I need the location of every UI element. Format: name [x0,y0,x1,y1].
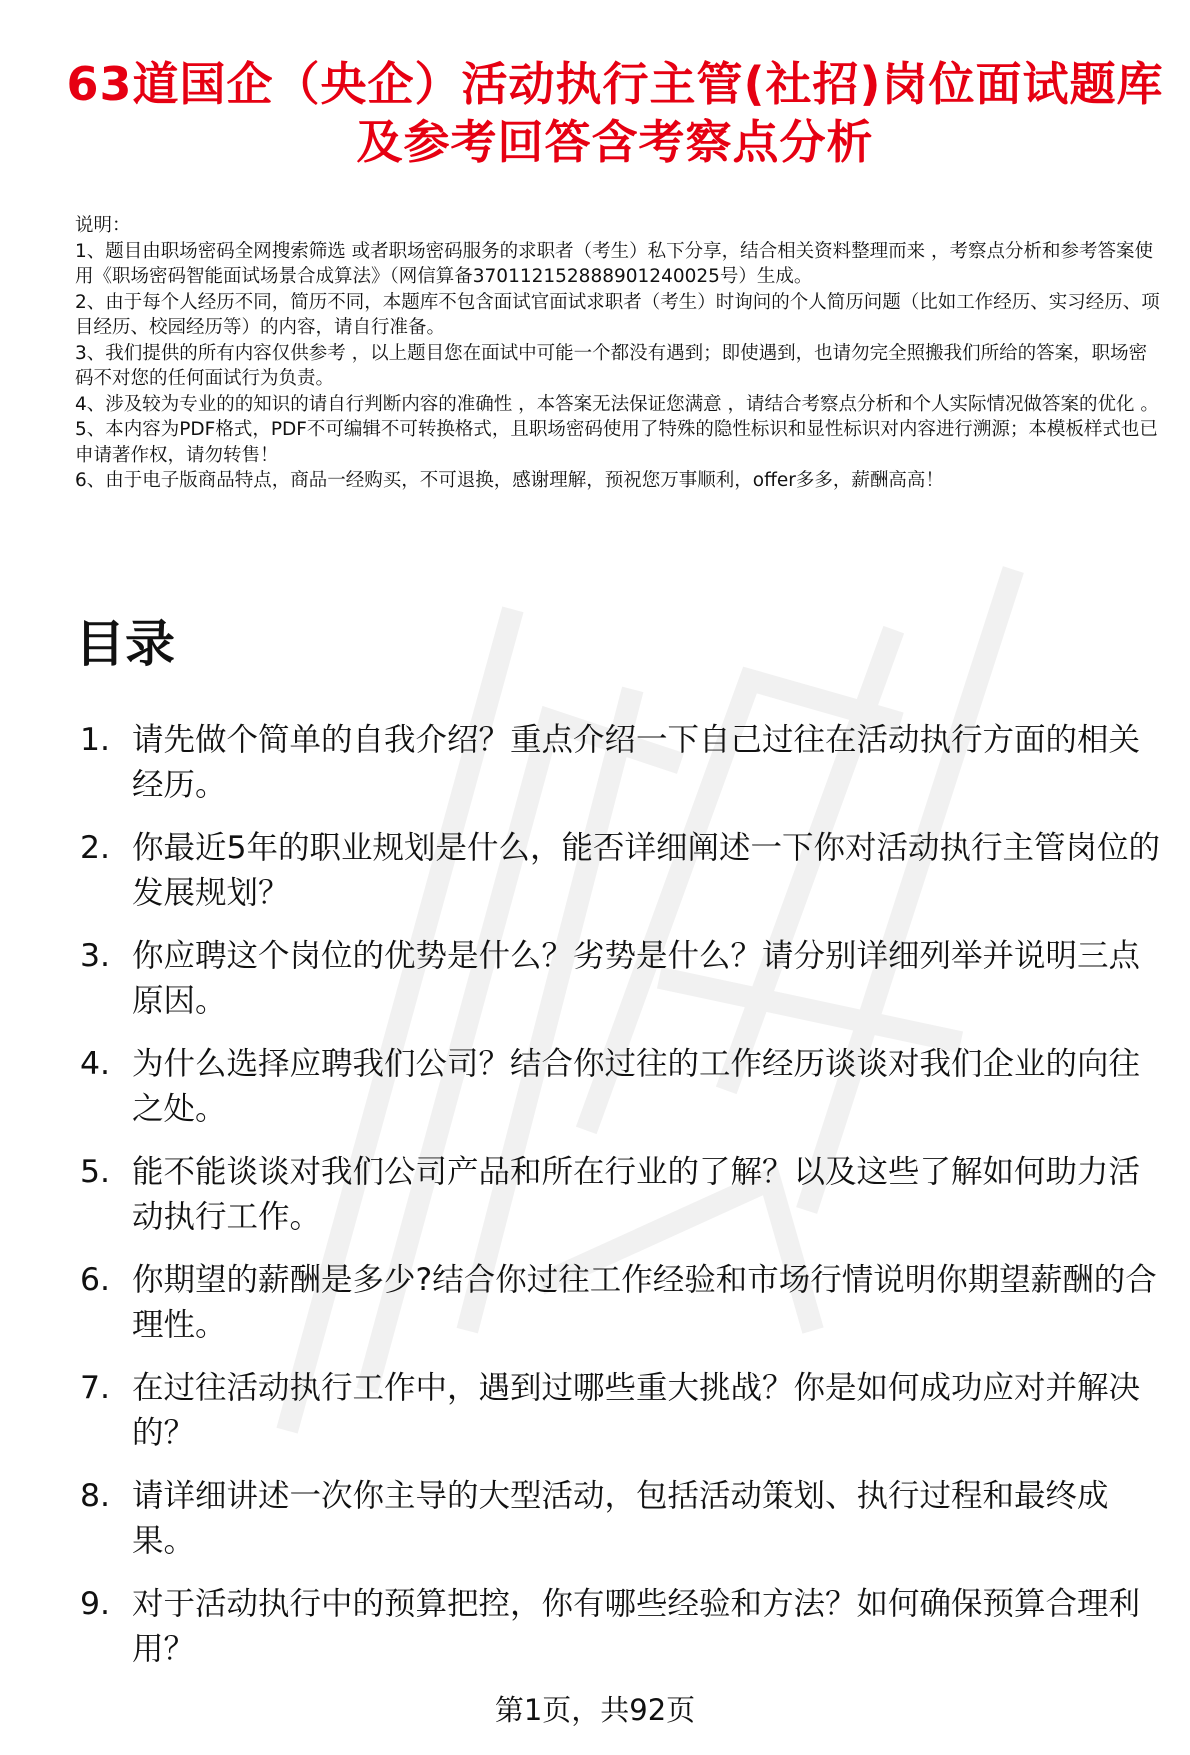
toc-item-text: 你期望的薪酬是多少?结合你过往工作经验和市场行情说明你期望薪酬的合理性。 [132,1262,1157,1343]
toc-item[interactable] [75,718,1170,808]
toc-item-text: 你最近5年的职业规划是什么，能否详细阐述一下你对活动执行主管岗位的发展规划？ [132,830,1161,911]
toc-item-text: 对于活动执行中的预算把控，你有哪些经验和方法？如何确保预算合理利用？ [132,1586,1141,1667]
toc-item-number: 4. [80,1046,111,1082]
toc-item-number: 6. [80,1262,111,1298]
toc-item[interactable] [75,934,1170,1024]
note-item: 1、题目由职场密码全网搜索筛选 或者职场密码服务的求职者（考生）私下分享，结合相关资料整理而来 ，考察点分析和参考答案使用《职场密码智能面试场景合成算法》（网信算备370112152888901240025号）生成。 [75,240,1154,287]
document-title: 63道国企（央企）活动执行主管(社招)岗位面试题库及参考回答含考察点分析 [66,57,1164,169]
toc-item-text: 为什么选择应聘我们公司？结合你过往的工作经历谈谈对我们企业的向往之处。 [132,1046,1141,1127]
toc-heading: 目录 [75,615,175,673]
toc-item[interactable] [75,826,1170,916]
toc-item-text: 请详细讲述一次你主导的大型活动，包括活动策划、执行过程和最终成果。 [132,1478,1109,1559]
toc-item[interactable] [75,1474,1170,1564]
toc-item-number: 8. [80,1478,111,1514]
toc-item-number: 5. [80,1154,111,1190]
toc-item[interactable] [75,1258,1170,1348]
notes-section [75,213,1165,494]
toc-item-number: 9. [80,1586,111,1622]
toc-item[interactable] [75,1366,1170,1456]
toc-item-number: 1. [80,722,111,758]
note-item: 4、涉及较为专业的的知识的请自行判断内容的准确性 ，本答案无法保证您满意 ，请结合考察点分析和个人实际情况做答案的优化 。 [75,393,1159,415]
toc-item-text: 在过往活动执行工作中，遇到过哪些重大挑战？你是如何成功应对并解决的？ [132,1370,1141,1451]
toc-item[interactable] [75,1582,1170,1672]
toc-item-number: 2. [80,830,111,866]
note-item: 6、由于电子版商品特点，商品一经购买，不可退换，感谢理解，预祝您万事顺利，offer多多，薪酬高高！ [75,470,944,491]
note-item: 3、我们提供的所有内容仅供参考 ，以上题目您在面试中可能一个都没有遇到；即使遇到，也请勿完全照搬我们所给的答案，职场密码不对您的任何面试行为负责。 [75,342,1148,389]
toc-item-number: 3. [80,938,111,974]
toc-list [75,718,1170,1690]
toc-item[interactable] [75,1150,1170,1240]
toc-item-text: 你应聘这个岗位的优势是什么？劣势是什么？请分别详细列举并说明三点原因。 [132,938,1141,1019]
note-item: 5、本内容为PDF格式，PDF不可编辑不可转换格式，且职场密码使用了特殊的隐性标识和显性标识对内容进行溯源；本模板样式也已申请著作权，请勿转售！ [75,419,1158,466]
toc-item-number: 7. [80,1370,111,1406]
toc-item[interactable] [75,1042,1170,1132]
page-footer: 第1页，共92页 [494,1693,696,1727]
toc-item-text: 能不能谈谈对我们公司产品和所在行业的了解？以及这些了解如何助力活动执行工作。 [132,1154,1141,1235]
notes-heading: 说明： [75,215,131,236]
toc-item-text: 请先做个简单的自我介绍？重点介绍一下自己过往在活动执行方面的相关经历。 [132,722,1141,803]
note-item: 2、由于每个人经历不同，简历不同，本题库不包含面试官面试求职者（考生）时询问的个人简历问题（比如工作经历、实习经历、项目经历、校园经历等）的内容，请自行准备。 [75,291,1160,338]
